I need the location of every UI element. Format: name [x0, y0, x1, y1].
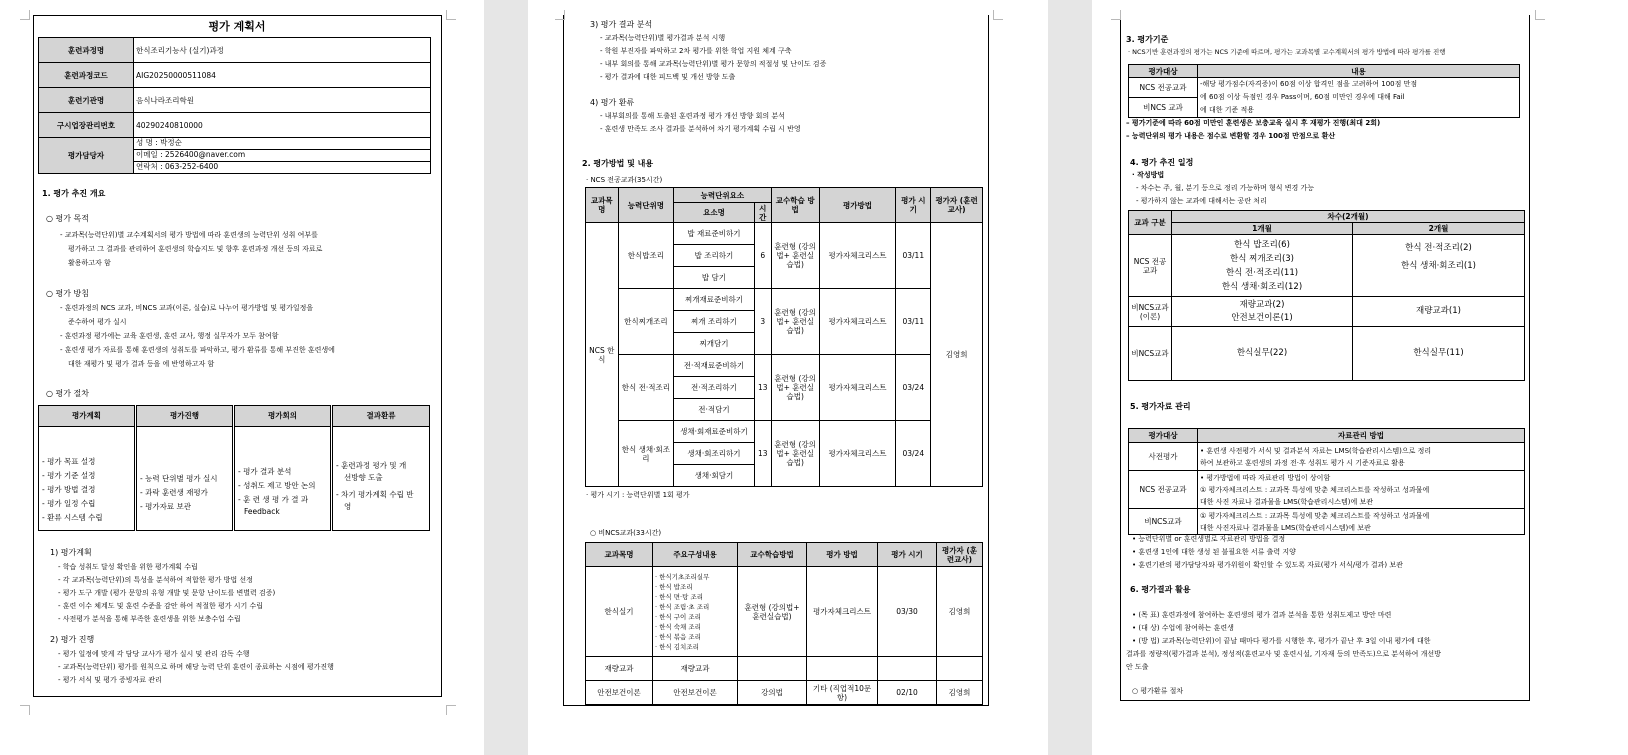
info-label: 훈련과정명: [39, 38, 134, 63]
element-name: 전·적재료준비하기: [674, 355, 755, 377]
col-head: 교과 구분: [1129, 211, 1172, 235]
schedule-item: 안전보건이론(1): [1231, 312, 1293, 323]
content-item: · 한식 밥조리: [655, 582, 693, 591]
method: 훈련형 (강의법+ 훈련실습법): [771, 289, 819, 355]
procedure-item: - 훈 련 생 평 가 결 과: [238, 495, 309, 504]
body-line: - 내부회의를 통해 도출된 훈련과정 평가 개선 방향 회의 분석: [600, 112, 785, 120]
body-line: - 평가 일정에 맞게 각 담당 교사가 평가 실시 및 관리 감독 수행: [58, 650, 250, 658]
crop-mark: [555, 10, 565, 20]
element-name: 생채·회재료준비하기: [674, 421, 755, 443]
info-label: 훈련과정코드: [39, 63, 134, 88]
non-ncs-eval-table: [585, 542, 983, 705]
info-value: 40290240810000: [134, 113, 431, 138]
evaluator: 김영희: [931, 223, 983, 487]
section-heading: 2. 평가방법 및 내용: [582, 159, 654, 168]
body-line: · 작성방법: [1132, 171, 1165, 179]
schedule-table: [1128, 210, 1525, 381]
info-value: AIG20250000511084: [134, 63, 431, 88]
col-head: 주요구성내용: [653, 543, 738, 567]
course-info-table: [38, 37, 431, 174]
evaluator: 김영희: [937, 567, 983, 657]
col-head: 2개월: [1353, 223, 1525, 235]
body-line: 대한 재평가 및 평가 결과 등을 에 반영하고자 함: [68, 360, 215, 368]
criteria-line: 에 60점 이상 득점인 경우 Pass이며, 60점 미만인 경우에 대해 Fail: [1200, 93, 1405, 101]
criteria-line: 에 대한 기준 적용: [1200, 106, 1255, 114]
procedure-item: - 성취도 제고 방안 논의: [238, 481, 316, 490]
element-name: 밥 조리하기: [674, 245, 755, 267]
element-name: 밥 재료준비하기: [674, 223, 755, 245]
element-name: 찌개재료준비하기: [674, 289, 755, 311]
eval-time: [878, 657, 937, 681]
criteria-line: -해당 평가점수(자격증)이 60점 이상 합격인 점을 고려하여 100점 만점: [1200, 80, 1418, 88]
subsection-heading: ○ 평가 방침: [46, 289, 89, 298]
ncs-subject: NCS 한식: [586, 223, 619, 487]
body-line: - 각 교과목(능력단위)의 특성을 분석하여 적합한 평가 방법 선정: [58, 576, 253, 584]
crop-mark: [446, 705, 456, 715]
unit-name: 한식 생채·회조리: [618, 421, 674, 487]
schedule-item: 한식실무(22): [1236, 348, 1288, 358]
procedure-item: Feedback: [244, 507, 280, 516]
schedule-subject: NCS 전공교과: [1129, 235, 1172, 297]
crop-mark: [446, 10, 456, 20]
eval-method: 평가자체크리스트: [819, 289, 896, 355]
document-title: 평가 계획서: [208, 20, 266, 33]
section-heading: 5. 평가자료 관리: [1130, 402, 1191, 411]
content-item: · 한식 조림·초 조리: [655, 602, 710, 611]
criteria-target: NCS 전공교과: [1129, 78, 1198, 98]
body-line: - 교과목(능력단위) 평가를 원칙으로 하며 해당 능력 단위 훈련이 종료하는 시점에 평가진행: [58, 663, 334, 671]
eval-method: 평가자체크리스트: [819, 223, 896, 289]
info-label: 구시업장관리번호: [39, 113, 134, 138]
col-head: 평가 방법: [807, 543, 878, 567]
element-name: 생채·회담기: [674, 465, 755, 487]
crop-mark: [993, 10, 1003, 20]
body-line: • 훈련기관의 평가담당자와 평가위원이 확인할 수 있도록 자료(평가 서식/평가 결과) 보관: [1132, 561, 1403, 569]
body-line: 결과를 정량적(평가결과 분석), 정성적(훈련교사 및 훈련시설, 기자재 등의 만족도)으로 분석하여 개선방: [1126, 650, 1441, 658]
col-head: 내용: [1198, 65, 1520, 78]
eval-time: 02/10: [878, 681, 937, 705]
procedure-item: - 평가 목표 설정: [42, 457, 96, 466]
table-note: · 평가 시기 : 능력단위별 1회 평가: [586, 491, 690, 499]
evaluator: [937, 657, 983, 681]
unit-name: 한식찌개조리: [618, 289, 674, 355]
eval-time: 03/11: [896, 289, 931, 355]
subject: 한식실기: [586, 567, 653, 657]
info-label: 훈련기관명: [39, 88, 134, 113]
subsection-heading: 4) 평가 환류: [590, 98, 635, 107]
data-target: NCS 전공교과: [1129, 471, 1198, 509]
eval-time: 03/24: [896, 421, 931, 487]
element-name: 밥 담기: [674, 267, 755, 289]
subject: 안전보건이론: [586, 681, 653, 705]
schedule-subject: 비NCS교과(이론): [1129, 297, 1172, 327]
document-page-3: [1092, 0, 1628, 755]
eval-time: 03/24: [896, 355, 931, 421]
data-line: 대한 사진 자료나 결과물을 LMS(학습관리시스템)에 보관: [1200, 497, 1373, 506]
body-line: – 능력단위의 평가 내용은 점수로 변환할 경우 100점 만점으로 환산: [1126, 132, 1336, 140]
criteria-table: [1128, 64, 1520, 118]
body-line: - 교과목(능력단위)별 교수계획서의 평가 방법에 따라 훈련생의 능력단위 성취 여부를: [60, 231, 318, 239]
col-head: 평가 시기: [896, 188, 931, 223]
eval-method: [807, 657, 878, 681]
schedule-item: 재량교과(1): [1416, 306, 1461, 316]
data-line: 하여 보관하고 훈련생의 과정 전·후 성취도 평가 시 기준자료로 활용: [1200, 458, 1405, 467]
schedule-item: 한식 생채·회조리(1): [1401, 261, 1476, 271]
col-head: 능력단위명: [618, 188, 674, 223]
body-line: 활용하고자 함: [68, 259, 111, 267]
procedure-item: - 훈련과정 평가 및 개: [336, 461, 407, 470]
schedule-item: 한식 전·적조리(2): [1405, 243, 1472, 253]
body-line: 안 도출: [1126, 663, 1149, 671]
schedule-item: 한식 찌개조리(3): [1229, 253, 1294, 264]
procedure-item: - 평가 방법 결정: [42, 485, 96, 494]
procedure-item: - 능력 단위별 평가 실시: [140, 474, 218, 483]
procedure-box: [136, 405, 233, 531]
manager-email: 이메일 : 2526400@naver.com: [134, 150, 430, 162]
method: 훈련형 (강의법+ 훈련실습법): [771, 421, 819, 487]
col-head: 교수학습 방법: [771, 188, 819, 223]
body-line: - 학습 성취도 달성 확인을 위한 평가계획 수립: [58, 563, 198, 571]
eval-method: 평가자체크리스트: [819, 421, 896, 487]
body-line: - 평가 도구 개발 (평가 문항의 유형 개발 및 문항 난이도를 변별력 검증): [58, 589, 276, 597]
col-head: 자료관리 방법: [1198, 429, 1525, 443]
criteria-target: 비NCS 교과: [1129, 98, 1198, 118]
element-name: 전·적조리하기: [674, 377, 755, 399]
schedule-item: 재량교과(2): [1239, 299, 1285, 310]
body-line: - 훈련과정의 NCS 교과, 비NCS 교과(이론, 실습)로 나누어 평가방법 및 평가일정을: [60, 304, 314, 312]
subsection-heading: 2) 평가 진행: [50, 635, 95, 644]
col-head: 교수학습방법: [738, 543, 807, 567]
procedure-item: - 평가 일정 수립: [42, 499, 96, 508]
col-head: 1개월: [1172, 223, 1353, 235]
body-line: - 교과목(능력단위)별 평가결과 분석 시행: [600, 34, 726, 42]
crop-mark: [1535, 10, 1545, 20]
eval-method: 평가자체크리스트: [807, 567, 878, 657]
col-head: 교과목명: [586, 543, 653, 567]
manager-phone: 연락처 : 063-252-6400: [136, 162, 219, 171]
section-heading: 3. 평가기준: [1126, 35, 1169, 44]
element-name: 생채·회조리하기: [674, 443, 755, 465]
col-head: 교과목명: [586, 188, 619, 223]
procedure-head: 평가진행: [137, 406, 232, 427]
document-page-1: [0, 0, 484, 755]
eval-method: 기타 (직업적10문항): [807, 681, 878, 705]
data-line: ① 평가자체크리스트 : 교과목 특성에 맞춘 체크리스트를 작성하고 성과물에: [1200, 485, 1430, 494]
manager-name: 성 명 : 박정순: [134, 138, 430, 150]
body-line: - 훈련생 만족도 조사 결과를 분석하여 차기 평가계획 수립 시 반영: [600, 125, 801, 133]
section-heading: 6. 평가결과 활용: [1130, 585, 1191, 594]
procedure-item: - 차기 평가계획 수립 반: [336, 490, 414, 499]
body-line: - 훈련과정 평가에는 교육 훈련생, 훈련 교사, 행정 실무자가 모두 참여함: [60, 332, 279, 340]
crop-mark: [20, 10, 30, 20]
subsection-heading: ○ 평가환류 절차: [1132, 687, 1184, 695]
eval-method: 평가자체크리스트: [819, 355, 896, 421]
col-head: 차수(2개월): [1172, 211, 1525, 223]
body-line: - 훈련 이수 체계도 및 훈련 수준을 감안 하여 적절한 평가 시기 수립: [58, 602, 264, 610]
body-line: - 평가하지 않는 교과에 대해서는 공란 처리: [1136, 197, 1267, 205]
subsection-heading: 1) 평가계획: [50, 548, 92, 557]
body-line: • (대 상) 수업에 참여하는 훈련생: [1132, 624, 1234, 632]
subsection-heading: ○ 평가 절차: [46, 389, 89, 398]
body-line: - 학원 부진자를 파악하고 2차 평가를 위한 학업 지원 체계 구축: [600, 47, 792, 55]
schedule-item: 한식 생채·회조리(12): [1221, 281, 1303, 292]
body-line: - 사전평가 분석을 통해 부족한 훈련생을 위한 보충수업 수립: [58, 615, 241, 623]
body-line: - 평가 결과에 대한 피드백 및 개선 방향 도출: [600, 73, 736, 81]
table-caption: ○ 비NCS교과(33시간): [590, 529, 662, 537]
unit-name: 한식밥조리: [618, 223, 674, 289]
procedure-head: 평가회의: [235, 406, 330, 427]
method: [738, 657, 807, 681]
subject: 재량교과: [586, 657, 653, 681]
crop-mark: [1111, 10, 1121, 20]
crop-mark: [20, 705, 30, 715]
col-head: 평가대상: [1129, 65, 1198, 78]
content-item: · 한식 면·탕 조리: [655, 592, 704, 601]
info-value: 한식조리기능사 (실기)과정: [134, 38, 431, 63]
data-line: • 평가방법에 따라 자료관리 방법이 상이함: [1200, 473, 1331, 482]
procedure-box: [38, 405, 135, 531]
col-head: 평가대상: [1129, 429, 1198, 443]
method: 훈련형 (강의법+ 훈련실습법): [771, 355, 819, 421]
procedure-item: - 평가자료 보관: [140, 502, 191, 511]
schedule-item: 한식 전·적조리(11): [1225, 267, 1299, 278]
hours: 13: [754, 355, 771, 421]
data-target: 사전평가: [1129, 443, 1198, 471]
procedure-item: - 평가 기준 설정: [42, 471, 96, 480]
schedule-item: 한식실무(11): [1413, 348, 1464, 358]
procedure-item: - 환류 시스템 수립: [42, 513, 103, 522]
element-name: 전·적담기: [674, 399, 755, 421]
schedule-item: 한식 밥조리(6): [1234, 239, 1290, 250]
evaluator: 김영희: [937, 681, 983, 705]
body-line: – 평가기준에 따라 60점 미만인 훈련생은 보충교육 실시 후 재평가 진행(최대 2회): [1126, 119, 1381, 127]
body-line: · NCS기반 훈련과정의 평가는 NCS 기준에 따르며, 평가는 교과목별 교수계획서의 평가 방법에 따라 평가를 진행: [1128, 48, 1446, 56]
eval-time: 03/30: [878, 567, 937, 657]
data-target: 비NCS교과: [1129, 509, 1198, 535]
subsection-heading: ○ 평가 목적: [46, 214, 89, 223]
manager-label: 평가담당자: [39, 138, 134, 174]
data-management-table: [1128, 428, 1525, 535]
ncs-eval-table: [585, 187, 983, 487]
element-name: 찌개담기: [674, 333, 755, 355]
col-head: 평가자 (훈련교사): [937, 543, 983, 567]
method: 훈련형 (강의법+ 훈련실습법): [771, 223, 819, 289]
col-head: 평가자 (훈련교사): [931, 188, 983, 223]
col-head: 시간: [754, 203, 771, 223]
data-line: • 훈련생 사전평가 서식 및 결과분석 자료는 LMS(학습관리시스템)으로 정리: [1200, 446, 1432, 455]
content-item: · 한식 김치조리: [655, 642, 699, 651]
body-line: 평가하고 그 결과를 관리하여 훈련생의 학습지도 및 향후 훈련과정 개선 등의 자료로: [68, 245, 323, 253]
data-line: 대한 사진자료나 결과물을 LMS(학습관리시스템)에 보관: [1200, 523, 1371, 532]
body-line: - 훈련생 평가 자료를 통해 훈련생의 성취도를 파악하고, 평가 환류를 통해 부진한 훈련생에: [60, 346, 335, 354]
body-line: • 훈련생 1인에 대한 생성 된 불필요한 서류 출력 지양: [1132, 548, 1296, 556]
section-heading: 1. 평가 추진 개요: [42, 189, 106, 198]
body-line: - 평가 서식 및 평가 증빙자료 관리: [58, 676, 162, 684]
content-item: · 한식 구이 조리: [655, 612, 701, 621]
method: 훈련형 (강의법+ 훈련실습법): [738, 567, 807, 657]
procedure-box: [332, 405, 430, 531]
procedure-item: 선방향 도출: [344, 473, 383, 482]
hours: 3: [754, 289, 771, 355]
body-line: 준수하여 평가 실시: [68, 318, 127, 326]
method: 강의법: [738, 681, 807, 705]
col-head: 요소명: [674, 203, 755, 223]
procedure-head: 결과환류: [333, 406, 429, 427]
col-head: 평가 시기: [878, 543, 937, 567]
content-item: · 한식 숙채 조리: [655, 622, 701, 631]
content-item: · 한식기초조리실무: [655, 572, 710, 581]
body-line: • (목 표) 훈련과정에 참여하는 훈련생의 평가 결과 분석을 통한 성취도제고 방안 마련: [1132, 611, 1392, 619]
procedure-box: [234, 405, 331, 531]
info-value: 음식나라조리학원: [134, 88, 431, 113]
hours: 13: [754, 421, 771, 487]
unit-name: 한식 전·적조리: [618, 355, 674, 421]
col-head: 평가방법: [819, 188, 896, 223]
content-item: 안전보건이론: [653, 681, 738, 705]
body-line: • (방 법) 교과목(능력단위)이 끝날 때마다 평가를 시행한 후, 평가가 끝난 후 3일 이내 평가에 대한: [1132, 637, 1431, 645]
procedure-head: 평가계획: [39, 406, 134, 427]
eval-time: 03/11: [896, 223, 931, 289]
schedule-subject: 비NCS교과: [1129, 327, 1172, 381]
body-line: - 내부 회의를 통해 교과목(능력단위)별 평가 문항의 적절성 및 난이도 검증: [600, 60, 827, 68]
content-item: · 한식 볶음 조리: [655, 632, 701, 641]
col-head: 능력단위요소: [674, 188, 772, 203]
content-item: 재량교과: [653, 657, 738, 681]
section-heading: 4. 평가 추진 일정: [1130, 158, 1194, 167]
body-line: • 능력단위별 or 훈련생별로 자료관리 방법을 결정: [1132, 535, 1286, 543]
table-caption: · NCS 전공교과(35시간): [586, 176, 663, 184]
document-page-2: [528, 0, 1048, 755]
element-name: 찌개 조리하기: [674, 311, 755, 333]
body-line: - 차수는 주, 월, 분기 등으로 정리 가능하며 형식 변경 가능: [1136, 184, 1314, 192]
procedure-item: - 과락 훈련생 재평가: [140, 488, 208, 497]
hours: 6: [754, 223, 771, 289]
data-line: ① 평가자체크리스트 : 교과목 특성에 맞춘 체크리스트를 작성하고 성과물에: [1200, 511, 1430, 520]
subsection-heading: 3) 평가 결과 분석: [590, 20, 653, 29]
procedure-item: 영: [344, 502, 352, 511]
procedure-item: - 평가 결과 분석: [238, 467, 292, 476]
